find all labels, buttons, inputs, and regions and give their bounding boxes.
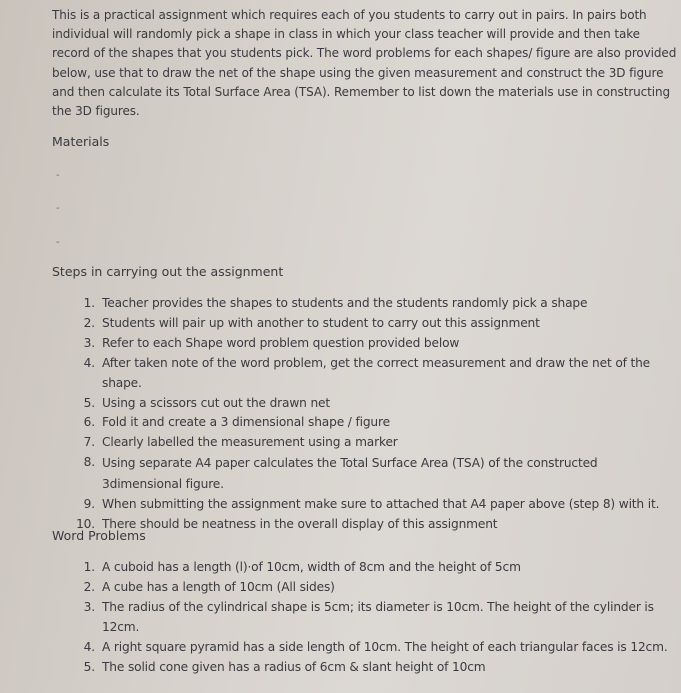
intro-paragraph: This is a practical assignment which requires each of you students to carry out in pairs. In pairs both individual will randomly pick a shape in class in which your class teacher will provide and then take record of the shapes that you students pick. The word problems for each shapes/ figure are also provided below, use that to draw the net of the shape using the given measurement and construct the 3D figure and then calculate its Total Surface Area (TSA). Remember to list down the materials use in constructing the 3D figures. <box>52 8 677 119</box>
list-text: Clearly labelled the measurement using a marker <box>102 435 398 450</box>
list-text: The solid cone given has a radius of 6cm & slant height of 10cm <box>102 659 486 674</box>
list-item <box>75 495 678 515</box>
steps-list <box>75 294 678 535</box>
list-text: Using separate A4 paper calculates the Total Surface Area (TSA) of the constructed 3dimensional figure. <box>102 456 598 492</box>
materials-blank-2: - <box>56 203 60 214</box>
materials-heading: Materials <box>52 134 110 149</box>
list-number: 5. <box>83 395 95 410</box>
list-number: 3. <box>83 335 95 350</box>
list-number: 3. <box>83 599 95 614</box>
list-text: A right square pyramid has a side length of 10cm. The height of each triangular faces is 12cm. <box>102 639 668 654</box>
list-number: 5. <box>83 659 95 674</box>
list-text: Students will pair up with another to student to carry out this assignment <box>102 315 540 330</box>
list-text: The radius of the cylindrical shape is 5cm; its diameter is 10cm. The height of the cylinder is 12cm. <box>102 599 654 634</box>
list-text: Fold it and create a 3 dimensional shape / figure <box>102 415 390 430</box>
list-item <box>75 354 678 394</box>
list-item <box>75 578 678 598</box>
list-number: 4. <box>83 355 95 370</box>
list-number: 8. <box>83 455 95 470</box>
list-text: When submitting the assignment make sure to attached that A4 paper above (step 8) with it. <box>102 497 660 512</box>
list-number: 1. <box>83 296 95 310</box>
list-number: 7. <box>83 435 95 450</box>
list-item <box>75 334 678 354</box>
list-item <box>75 314 678 334</box>
list-text: Refer to each Shape word problem question provided below <box>102 335 460 350</box>
list-number: 10. <box>76 517 95 532</box>
steps-heading: Steps in carrying out the assignment <box>52 264 284 279</box>
materials-blank-3: - <box>56 237 60 248</box>
list-text: Teacher provides the shapes to students and the students randomly pick a shape <box>102 296 588 310</box>
list-text: After taken note of the word problem, get the correct measurement and draw the net of the shape. <box>102 355 651 390</box>
list-number: 2. <box>83 579 95 594</box>
list-number: 6. <box>83 415 95 430</box>
list-item <box>75 433 678 453</box>
list-item <box>75 453 678 495</box>
list-text: There should be neatness in the overall display of this assignment <box>102 517 498 532</box>
materials-blank-1: - <box>56 170 60 181</box>
list-item <box>75 558 678 578</box>
list-item <box>75 598 678 638</box>
list-number: 4. <box>83 639 95 654</box>
list-number: 1. <box>83 560 95 574</box>
word-problems-list <box>75 558 678 677</box>
list-item <box>75 658 678 678</box>
list-item <box>75 394 678 414</box>
list-item <box>75 638 678 658</box>
list-text: Using a scissors cut out the drawn net <box>102 395 331 410</box>
list-item <box>75 515 678 535</box>
word-problems-heading: Word Problems <box>52 528 146 543</box>
list-item <box>75 294 678 314</box>
list-text: A cube has a length of 10cm (All sides) <box>102 579 335 594</box>
list-number: 9. <box>83 497 95 512</box>
list-number: 2. <box>83 315 95 330</box>
list-item <box>75 413 678 433</box>
list-text: A cuboid has a length (l)·of 10cm, width of 8cm and the height of 5cm <box>102 560 521 574</box>
